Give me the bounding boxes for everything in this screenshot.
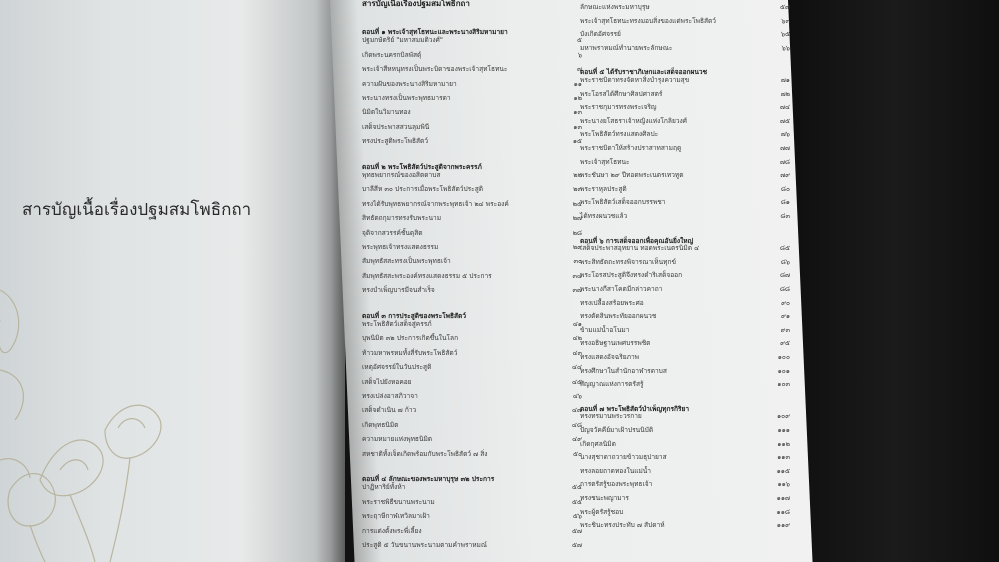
toc-entry — [580, 481, 790, 493]
toc-entry-page: ๖๓ — [781, 16, 790, 25]
toc-entry-title: ทรงตัดสินพระทัยออกผนวช — [580, 312, 657, 321]
toc-entry-page: ๑๑๙ — [776, 521, 790, 530]
toc-entry-title: เสด็จดำเนิน ๗ ก้าว — [362, 406, 417, 415]
toc-entry-title: พระราหุลประสูติ — [580, 184, 627, 193]
toc-column-left — [362, 0, 582, 549]
toc-entry — [362, 393, 582, 405]
toc-entry-page: ๔๓ — [572, 348, 582, 357]
toc-entry-title: การตรัสรู้ของพระพุทธเจ้า — [580, 480, 653, 489]
toc-entry-title: พระเจ้าสีหหนุทรงเป็นพระบิดาของพระเจ้าสุทโธทนะ — [362, 65, 508, 74]
toc-entry — [362, 244, 582, 256]
toc-entry-page: ๗๗ — [780, 144, 790, 152]
toc-entry-title: พระราชกุมารทรงพระเจริญ — [580, 103, 657, 112]
toc-entry — [580, 4, 790, 16]
toc-entry-title: พระฤาษีกาฬเทวิลมาเฝ้า — [362, 512, 430, 521]
toc-entry-page: ๙๐ — [781, 298, 790, 307]
toc-entry-page: ๑๑๘ — [776, 507, 790, 516]
toc-entry — [362, 230, 582, 242]
toc-entry — [580, 495, 790, 507]
toc-entry-title: ทรงลอยถาดทองในแม่น้ำ — [580, 466, 652, 475]
toc-entry — [580, 213, 790, 225]
toc-entry — [580, 468, 790, 480]
toc-entry — [580, 245, 790, 257]
toc-entry — [362, 52, 582, 64]
toc-entry-page: ๙๕ — [780, 339, 790, 348]
toc-entry-page: ๔๔ — [572, 363, 582, 372]
toc-entry-title: พระผู้ตรัสรู้ชอบ — [580, 507, 624, 516]
toc-entry-title: บังเกิดอัศจรรย์ — [580, 30, 621, 39]
toc-entry-title: ทรงเปล่งอาสภิวาจา — [362, 392, 418, 400]
toc-entry — [580, 159, 790, 171]
toc-entry-title: นางสุชาดาถวายข้าวมธุปายาส — [580, 453, 667, 462]
toc-entry-title: ทรงอธิษฐานเพศบรรพชิต — [580, 339, 651, 348]
toc-entry-page: ๔๑ — [572, 320, 582, 328]
toc-entry — [580, 300, 790, 312]
toc-entry-title: ลักษณะแห่งพระมหาบุรุษ — [580, 3, 650, 11]
toc-entry-page: ๓๔ — [572, 271, 582, 280]
toc-entry-page: ๑๐๙ — [776, 412, 790, 421]
toc-entry — [362, 350, 582, 362]
toc-entry — [362, 321, 582, 333]
toc-entry-title: พระนางยโสธราเจ้าหญิงแห่งโกลิยวงศ์ — [580, 116, 687, 125]
toc-entry-title: ความฝันของพระนางสิริมหามายา — [362, 79, 457, 88]
toc-entry-page: ๒๒ — [573, 171, 582, 179]
toc-entry-title: มหาพราหมณ์ทำนายพระลักษณะ — [580, 43, 673, 52]
toc-entry-page: ๑๑๖ — [777, 480, 790, 489]
toc-entry-page: ๔๖ — [572, 392, 582, 400]
toc-entry-title: การแต่งตั้งพระพี่เลี้ยง — [362, 526, 422, 535]
toc-entry-page: ๑๓ — [573, 108, 582, 117]
toc-entry-page: ๔๕ — [572, 377, 582, 386]
toc-entry — [580, 272, 790, 284]
toc-entry-title: พระราชบิดาทรงจัดหาสิ่งบำรุงความสุข — [580, 76, 690, 84]
toc-entry-page: ๗๕ — [780, 116, 790, 125]
toc-entry-title: พระชันษา ๒๙ ปีทอดพระเนตรเทวทูต — [580, 171, 684, 180]
toc-entry-page: ๒๕ — [572, 199, 582, 208]
toc-entry-title: พระนางกีสาโคตมีกล่าวคาถา — [580, 285, 663, 293]
toc-entry — [362, 258, 582, 270]
toc-entry-title: ตอนที่ ๒ พระโพธิสัตว์ประสูติจากพระครรภ์ — [362, 162, 482, 171]
toc-entry-page: ๙๑ — [780, 312, 790, 321]
toc-entry-page: ๑๑๗ — [776, 494, 790, 502]
toc-entry — [362, 81, 582, 93]
toc-entry-page: ๖๕ — [780, 30, 790, 39]
toc-entry — [580, 186, 790, 198]
toc-entry — [362, 484, 582, 496]
toc-entry-page: ๖ — [577, 50, 582, 59]
toc-entry-title: สิทธัตถกุมารทรงรับพระนาม — [362, 214, 442, 223]
toc-entry-title: สัมพุทธัสสะทรงเป็นพระพุทธเจ้า — [362, 257, 451, 266]
toc-entry — [362, 66, 582, 78]
toc-entry-page: ๗ — [577, 65, 582, 74]
toc-entry — [580, 131, 790, 143]
toc-entry-page: ๒๗ — [572, 214, 582, 223]
toc-entry-title: พระราชพิธีขนานพระนาม — [362, 497, 435, 506]
toc-entry-title: ตอนที่ ๖ การเสด็จออกเพื่อคุณอันยิ่งใหญ่ — [580, 236, 694, 245]
toc-entry — [362, 542, 582, 554]
toc-entry-page: ๕๕ — [572, 483, 582, 492]
toc-entry-page: ๕ — [577, 36, 582, 45]
toc-entry — [580, 327, 790, 339]
toc-entry-title: เสด็จประพาสสวนลุมพินี — [362, 122, 430, 131]
toc-entry-title: ประสูติ ๕ วันขนานพระนามตามคำพราหมณ์ — [362, 541, 488, 549]
toc-entry-title: ทรงแสดงอัจฉริยภาพ — [580, 353, 639, 361]
toc-entry — [362, 172, 582, 184]
lotus-illustration — [0, 280, 170, 562]
toc-entry — [362, 215, 582, 227]
toc-entry-page: ๑๕ — [572, 137, 582, 146]
toc-entry-page: ๘๘ — [779, 285, 790, 293]
table-of-contents — [352, 0, 790, 562]
toc-entry-title: บาลีสีห ๓๐ ประการเมื่อพระโพธิสัตว์ประสูติ — [362, 185, 484, 194]
toc-entry — [580, 199, 790, 211]
toc-entry-page: ๑๑ — [573, 79, 582, 88]
toc-entry — [580, 427, 790, 439]
toc-entry-page: ๑๑๕ — [776, 466, 790, 475]
toc-entry-page: ๘๐ — [780, 184, 790, 193]
toc-entry-title: ตอนที่ ๓ การประสูติของพระโพธิสัตว์ — [362, 311, 467, 320]
toc-entry — [580, 313, 790, 325]
toc-entry-page: ๔๘ — [571, 420, 582, 429]
toc-entry-title: พระนางทรงเป็นพระพุทธมารดา — [362, 94, 451, 102]
toc-entry-title: พระโอรสประสูติจึงทรงดำริเสด็จออก — [580, 271, 683, 280]
toc-entry-page: ๑๑๒ — [777, 439, 790, 448]
toc-entry-title: ความหมายแห่งพุทธนิมิต — [362, 435, 433, 444]
toc-entry-page: ๗๖ — [780, 130, 790, 139]
toc-entry-page: ๘๕ — [779, 244, 790, 253]
toc-entry — [580, 340, 790, 352]
toc-entry — [362, 436, 582, 448]
toc-entry-page: ๖๖ — [781, 43, 790, 52]
toc-entry — [580, 522, 790, 534]
left-book-page — [0, 0, 345, 562]
toc-entry — [580, 145, 790, 157]
toc-heading: สารบัญเนื้อเรื่องปฐมสมโพธิกถา — [362, 0, 470, 8]
toc-entry-title: พระโอรสได้ศึกษาศิลปศาสตร์ — [580, 89, 663, 98]
toc-entry-page: ๔๗ — [572, 406, 582, 415]
toc-entry-page: ๗๘ — [779, 157, 790, 166]
toc-entry-title: ตอนที่ ๑ พระเจ้าสุทโธทนะและพระนางสิริมหามายา — [362, 28, 508, 36]
toc-entry — [580, 381, 790, 393]
toc-entry-title: ทรงศึกษาในสำนักอาฬารดาบส — [580, 366, 667, 375]
toc-entry — [362, 364, 582, 376]
toc-entry-title: ได้ทรงผนวชแล้ว — [580, 212, 628, 220]
toc-entry — [577, 43, 790, 59]
toc-entry-page: ๑๒ — [573, 94, 582, 102]
toc-entry-page: ๒๘ — [572, 228, 582, 237]
toc-entry-title: ทรงบำเพ็ญบารมีจนสำเร็จ — [362, 286, 435, 295]
toc-entry — [580, 441, 790, 453]
toc-entry-page: ๑๐๓ — [777, 380, 790, 389]
toc-entry-page: ๕๕ — [572, 497, 582, 506]
toc-entry-title: ทรงได้รับพุทธพยากรณ์จากพระพุทธเจ้า ๒๔ พระองค์ — [362, 199, 509, 208]
toc-entry — [362, 528, 582, 540]
toc-entry-title: เกิดกุศลนิมิต — [580, 439, 616, 448]
toc-entry — [362, 407, 582, 419]
toc-entry-title: เหตุอัศจรรย์ในวันประสูติ — [362, 363, 432, 372]
toc-entry — [580, 413, 790, 425]
toc-entry-page: ๓๗ — [572, 286, 582, 295]
toc-entry — [580, 286, 790, 298]
toc-entry-page: ๘๓ — [780, 212, 790, 220]
toc-entry — [362, 37, 582, 49]
toc-entry-page: ๒๙ — [572, 243, 582, 251]
toc-entry — [580, 91, 790, 103]
toc-entry-title: พระสิทธัตถะทรงพิจารณาเห็นทุกข์ — [580, 257, 676, 266]
toc-entry-title: นิมิตในวิมานทอง — [362, 108, 411, 117]
toc-entry-page: ๑๓ — [573, 122, 582, 131]
toc-entry-page: ๑๐๐ — [777, 353, 790, 361]
toc-entry-title: ทรงเปลื้องสร้อยพระศอ — [580, 298, 644, 307]
toc-entry-page: ๗๑ — [780, 76, 790, 84]
toc-entry-title: ปาฏิหาริย์ทั้งห้า — [362, 483, 406, 492]
toc-entry-page: ๑๐๑ — [777, 366, 790, 375]
toc-entry — [580, 354, 790, 366]
toc-entry-title: พุทธพยากรณ์ของอสิตดาบส — [362, 171, 441, 179]
toc-entry-title: สหชาติทั้งเจ็ดเกิดพร้อมกับพระโพธิสัตว์ ๗ สิ่ง — [362, 449, 488, 458]
toc-entry — [580, 368, 790, 380]
toc-entry — [362, 95, 582, 107]
toc-entry-title: ทรงประสูติพระโพธิสัตว์ — [362, 137, 429, 146]
toc-entry-page: ๘๑ — [780, 198, 790, 207]
toc-entry-page: ๕๐ — [572, 449, 582, 458]
toc-entry-page: ๘๖ — [780, 257, 790, 266]
toc-entry-page: ๘๗ — [779, 271, 790, 280]
toc-entry-title: เกิดพุทธนิมิต — [362, 420, 399, 429]
toc-entry-title: พระราชบิดาให้สร้างปราสาทสามฤดู — [580, 144, 682, 152]
toc-entry — [580, 104, 790, 116]
toc-entry — [580, 31, 790, 43]
toc-entry — [362, 287, 582, 299]
toc-entry — [362, 109, 582, 121]
toc-entry-page: ๕๗ — [572, 526, 582, 535]
toc-entry-title: จุติจากสวรรค์ชั้นดุสิต — [362, 228, 423, 237]
toc-entry — [362, 379, 582, 391]
toc-entry — [580, 259, 790, 271]
toc-entry-title: พระเจ้าสุทโธทนะทรงมอบสิ่งของแด่พระโพธิสัตว์ — [580, 16, 716, 25]
toc-entry-title: สัมพุทธัสสะพระองค์ทรงแสดงธรรม ๕ ประการ — [362, 271, 492, 280]
toc-entry-title: สัญญาณแห่งการตรัสรู้ — [580, 380, 644, 389]
toc-entry-title: พระชินะทรงประทับ ๗ สัปดาห์ — [580, 521, 665, 530]
toc-entry-page: ๑๑๑ — [777, 426, 790, 434]
toc-entry-page: ๕๖ — [572, 512, 582, 521]
toc-entry-title: เสด็จประพาสอุทยาน ทอดพระเนตรนิมิต ๔ — [580, 244, 700, 253]
toc-entry-title: ข้ามแม่น้ำอโนมา — [580, 325, 630, 334]
toc-entry — [362, 186, 582, 198]
toc-entry-title: พระเจ้าสุทโธทนะ — [580, 157, 630, 166]
toc-entry-page: ๕๗ — [572, 541, 582, 549]
toc-entry-page: ๒๓ — [573, 185, 582, 194]
toc-entry-title: ทรงชนะพญามาร — [580, 494, 629, 502]
toc-entry — [362, 273, 582, 285]
toc-entry — [362, 138, 582, 150]
toc-entry — [580, 454, 790, 466]
toc-entry-title: เสด็จไปยังหอคอย — [362, 377, 412, 386]
toc-entry — [362, 335, 582, 347]
toc-entry — [362, 201, 582, 213]
left-page-title: สารบัญเนื้อเรื่องปฐมสมโพธิกถา — [22, 200, 252, 220]
toc-entry — [580, 118, 790, 130]
toc-entry-page: ๔๙ — [572, 435, 582, 444]
toc-entry — [362, 513, 582, 525]
toc-entry-title: บุพนิมิต ๓๒ ประการเกิดขึ้นในโลก — [362, 334, 459, 343]
toc-entry-title: ปฐมกษัตริย์ "มหาสมมติวงศ์" — [362, 36, 443, 45]
toc-entry — [580, 172, 790, 184]
toc-entry-page: ๔๒ — [572, 334, 582, 343]
toc-entry-page: ๗๙ — [780, 171, 790, 180]
toc-entry-page: ๙๓ — [780, 325, 790, 334]
toc-entry — [362, 422, 582, 434]
toc-entry-title: เกิดพระนครกบิลพัสดุ์ — [362, 50, 422, 59]
toc-entry — [362, 124, 582, 136]
toc-entry — [580, 509, 790, 521]
toc-entry-title: พระโพธิสัตว์ทรงแสดงศิลปะ — [580, 130, 659, 139]
toc-entry — [362, 451, 582, 463]
toc-entry — [362, 499, 582, 511]
toc-entry-page: ๓๐ — [573, 257, 582, 266]
toc-entry-title: ท้าวมหาพรหมทั้งสี่รับพระโพธิสัตว์ — [362, 348, 458, 357]
toc-entry-title: ตอนที่ ๔ ลักษณะของพระมหาบุรุษ ๓๒ ประการ — [362, 475, 495, 483]
toc-entry-title: ตอนที่ ๕ ได้รับราชาภิเษกและเสด็จออกผนวช — [580, 68, 708, 77]
toc-entry — [580, 77, 790, 89]
toc-entry-title: ทรงทรมานพระวรกาย — [580, 412, 642, 421]
toc-entry-title: ปัญจวัคคีย์มาเฝ้าปรนนิบัติ — [580, 426, 654, 434]
toc-entry-title: พระพุทธเจ้าทรงแสดงธรรม — [362, 243, 439, 251]
toc-entry-title: ตอนที่ ๗ พระโพธิสัตว์บำเพ็ญทุกรกิริยา — [580, 404, 690, 413]
toc-entry-title: พระโพธิสัตว์เสด็จสู่ครรภ์ — [362, 320, 432, 328]
toc-entry-title: พระโพธิสัตว์เสด็จออกบรรพชา — [580, 198, 666, 207]
toc-entry — [580, 18, 790, 30]
toc-entry-page: ๗๒ — [780, 89, 790, 98]
toc-entry-page: ๕๗ — [780, 3, 790, 11]
toc-entry-page: ๑๑๓ — [777, 453, 790, 462]
toc-entry-page: ๗๔ — [780, 103, 790, 112]
